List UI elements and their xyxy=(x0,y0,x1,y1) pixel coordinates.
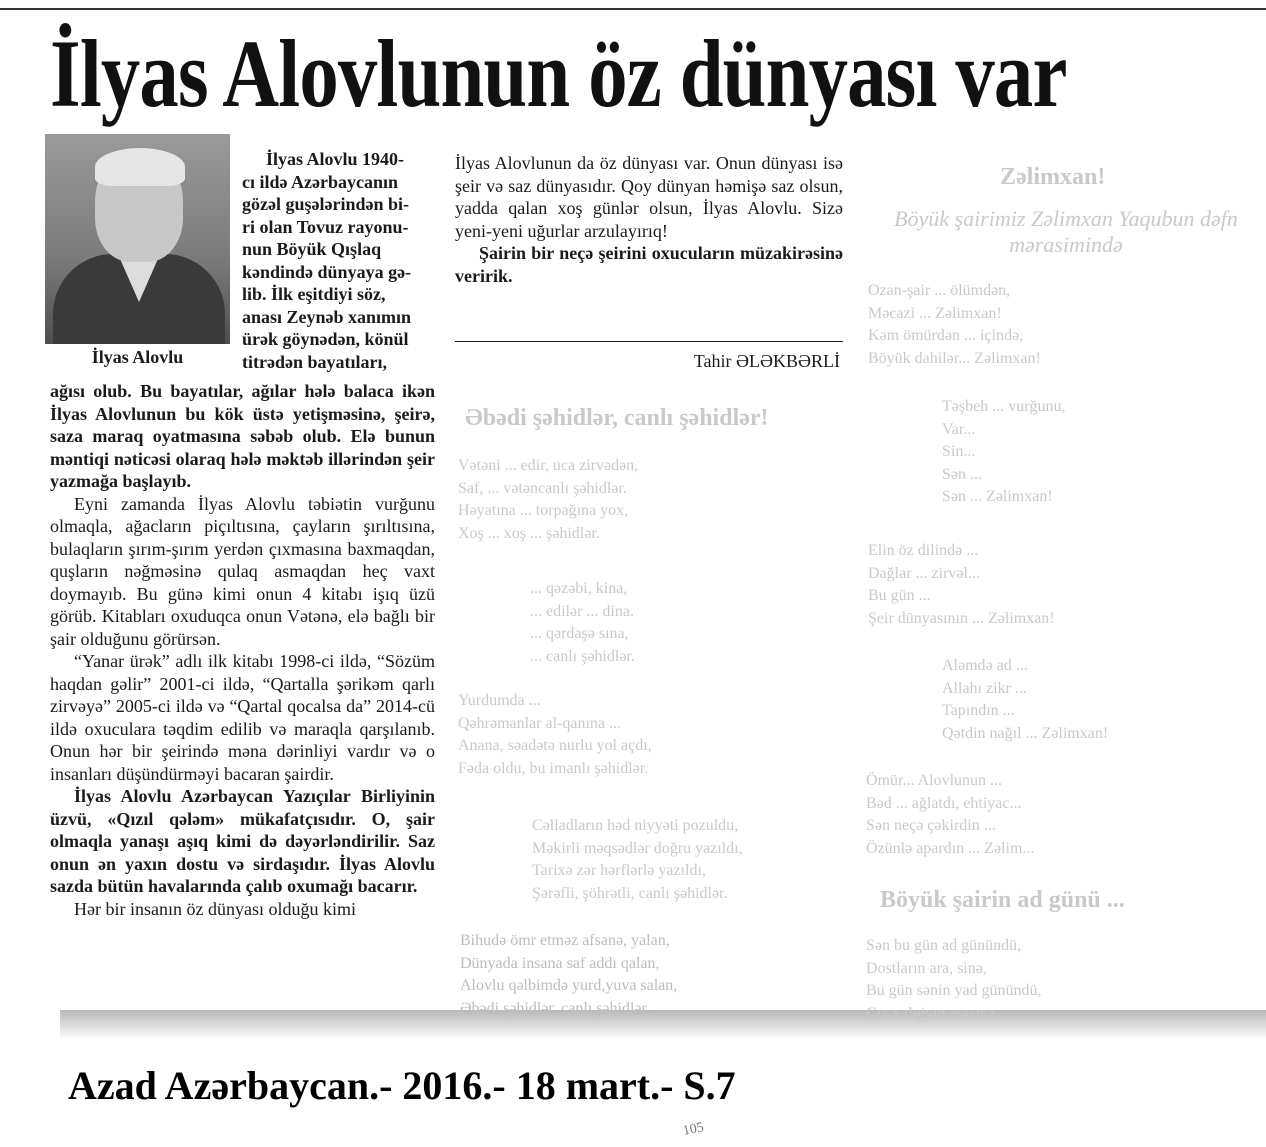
poem2-stanza xyxy=(868,280,1041,370)
article-intro-wrap xyxy=(242,148,432,373)
poem-line: Şərəfli, şöhrətli, canlı şəhidlər. xyxy=(532,884,728,902)
paragraph: Şairin bir neçə şeirini oxucuların müzakirəsinə veririk. xyxy=(455,243,843,286)
wrap-line: anası Zeynəb xanımın xyxy=(242,306,412,327)
photo-caption: İlyas Alovlu xyxy=(91,347,184,367)
poem-line: Ozan-şair ... ölümdən, xyxy=(868,282,1011,299)
poem-line: Təşbeh ... vurğunu, xyxy=(942,398,1066,415)
wrap-line: cı ildə Azərbaycanın xyxy=(242,171,398,192)
poem-line: Anana, səadətə nurlu yol açdı, xyxy=(458,737,652,754)
poem1-stanza xyxy=(458,455,638,545)
poem-line: Məkirli məqsədlər doğru yazıldı, xyxy=(532,839,743,857)
poem1-stanza xyxy=(532,815,743,905)
author-signature: Tahir ƏLƏKBƏRLİ xyxy=(693,351,840,371)
poem2-stanza xyxy=(868,540,1055,630)
poem2-stanza xyxy=(942,655,1108,745)
poem2-stanza xyxy=(942,396,1066,509)
poem2-stanza xyxy=(866,770,1034,860)
paragraph: “Yanar ürək” adlı ilk kitabı 1998-ci ildə, “Sözüm haqdan gəlir” 2001-ci ildə, “Qartalla şərikəm qarlı zirvəyə” 2005-ci ildə və “Qartal qocalsa da” 2014-cü ildə oxuculara təqdim edilib və maraqla qarşılanıb. Onun hər bir şeirində məna dərinliyi vardır və o insanları düşündürməyi bacaran şairdir. xyxy=(50,651,435,784)
poem-line: Xoş ... xoş ... şəhidlər. xyxy=(458,524,600,542)
poem3-title: Böyük şairin ad günü ... xyxy=(880,887,1125,913)
poem-line: Özünlə apardın ... Zəlim... xyxy=(866,839,1035,857)
wrap-line: ürək göynədən, könül xyxy=(242,329,409,349)
poem2-subtitle: Böyük şairimiz Zəlimxan Yaqubun dəfn mərasimində xyxy=(894,206,1238,257)
article-column-1 xyxy=(50,380,435,920)
poem-line: Qəhrəmanlar al-qanına ... xyxy=(458,714,622,732)
poem-line: Saf, ... vətəncanlı şəhidlər. xyxy=(458,479,627,497)
poem1-stanza xyxy=(460,930,677,1020)
poem-line: Dağlar ... zirvəl... xyxy=(868,564,980,582)
source-citation: Azad Azərbaycan.- 2016.- 18 mart.- S.7 xyxy=(68,1063,736,1108)
poem-line: Sən bu gün ad günündü, xyxy=(866,937,1022,954)
poem-line: Çıx xalqiyın arasına. xyxy=(866,1004,999,1022)
poem-line: Ömür... Alovlunun ... xyxy=(866,772,1003,789)
poem-line: Sin... xyxy=(942,443,976,460)
poem2-stanza xyxy=(866,935,1042,1025)
paragraph: Hər bir insanın öz dünyası olduğu kimi xyxy=(74,898,356,919)
poem-line: Allahı zikr ... xyxy=(942,679,1027,697)
poem-line: Sən ... Zəlimxan! xyxy=(942,488,1053,505)
poem-line: Bəd ... ağlatdı, ehtiyac... xyxy=(866,794,1022,812)
wrap-line: nun Böyük Qışlaq xyxy=(242,239,382,259)
paragraph: Eyni zamanda İlyas Alovlu təbiətin vurğunu olmaqla, ağacların piçıltısına, çayların şırıltısına, bulaqların şırım-şırım yerdən çıxmasına baxmaqdan, quşların nəğməsinə qulaq asmaqdan heç vaxt doymayıb. Bu günə kimi onun 4 kitabı işıq üzü görüb. Kitabları oxuduqca onun Vətənə, elə bağlı bir şair olduğunu görürsən. xyxy=(50,493,435,649)
poem-line: Bu gün sənin yad günündü, xyxy=(866,982,1042,999)
poem1-title: Əbədi şəhidlər, canlı şəhidlər! xyxy=(465,405,769,431)
poem-line: Elin öz dilində ... xyxy=(868,542,979,559)
poem-line: Vətəni ... edir, uca zirvədən, xyxy=(458,457,639,474)
article-column-2 xyxy=(455,152,843,287)
poem-line: Cəlladların həd niyyəti pozuldu, xyxy=(532,817,739,834)
poem-line: Dünyada insana saf addı qalan, xyxy=(460,954,660,972)
poem2-title: Zəlimxan! xyxy=(1000,164,1106,190)
poem-line: Əbədi şəhidlər, canlı şəhidlər. xyxy=(460,999,650,1017)
wrap-line: ri olan Tovuz rayonu- xyxy=(242,216,409,237)
poem-line: Fəda oldu, bu imanlı şəhidlər. xyxy=(458,759,649,777)
poem-line: ... qəzəbi, kina, xyxy=(530,580,628,597)
poem-line: ... edilər ... dina. xyxy=(530,602,634,620)
poem1-stanza xyxy=(530,578,635,668)
paragraph: ağısı olub. Bu bayatılar, ağılar hələ balaca ikən İlyas Alovlunun bu kök üstə yetişməsinə, şeirə, saza maraq oyatmasına səbəb olub. Elə bunun məntiqi nəticəsi olaraq hələ məktəb illərindən şeir yazmağa başlayıb. xyxy=(50,381,435,491)
poem-line: Tarixə zər hərflərlə yazıldı, xyxy=(532,862,706,879)
poem-line: Var... xyxy=(942,420,976,438)
poem-line: Alovlu qəlbimdə yurd,yuva salan, xyxy=(460,977,678,994)
wrap-line: gözəl guşələrindən bi- xyxy=(242,194,409,214)
poem1-stanza xyxy=(458,690,652,780)
poem-line: Tapındın ... xyxy=(942,702,1015,719)
paragraph: İlyas Alovlu Azərbaycan Yazıçılar Birliyinin üzvü, «Qızıl qələm» mükafatçısıdır. O, şair olmaqla yanaşı aşıq kimi də dəyərləndirilir. Saz onun ən yaxın dostu və sirdaşıdır. İlyas Alovlu sazda bütün havalarında çalıb oxumağı bacarır. xyxy=(50,786,435,896)
poem-line: Qətdin nağıl ... Zəlimxan! xyxy=(942,724,1109,742)
poem-line: Aləmdə ad ... xyxy=(942,657,1028,674)
poem-line: Şeir dünyasının ... Zəlimxan! xyxy=(868,609,1055,627)
wrap-line: İlyas Alovlu 1940- xyxy=(266,149,405,169)
poem-line: Kəm ömürdən ... içində, xyxy=(868,327,1024,344)
top-rule xyxy=(0,8,1266,10)
headline: İlyas Alovlunun öz dünyası var xyxy=(50,20,1067,127)
poem-line: Bihudə ömr etməz afsanə, yalan, xyxy=(460,932,670,949)
poem-line: Böyük dahilər... Zəlimxan! xyxy=(868,349,1041,367)
poem-line: Həyatına ... torpağına yox, xyxy=(458,502,629,519)
poem-line: Məcazi ... Zəlimxan! xyxy=(868,304,1002,322)
wrap-line: titrədən bayatıları, xyxy=(242,351,387,372)
paragraph: İlyas Alovlunun da öz dünyası var. Onun dünyası isə şeir və saz dünyasıdır. Qoy dünyan həmişə saz olsun, yadda qalan xoş günlər olsun, İlyas Alovlu. Sizə yeni-yeni uğurlar arzulayırıq! xyxy=(455,153,843,241)
poem-line: Bu gün ... xyxy=(868,587,931,604)
page-number: 105 xyxy=(681,1119,706,1140)
poem-line: Sən ... xyxy=(942,465,982,483)
poem-line: ... canlı şəhidlər. xyxy=(530,647,635,665)
wrap-line: lib. İlk eşitdiyi söz, xyxy=(242,284,386,304)
poem-line: Sən neçə çəkirdin ... xyxy=(866,817,996,834)
signature-rule xyxy=(455,341,843,342)
poem-line: ... qərdaşə sına, xyxy=(530,625,629,642)
wrap-line: kəndində dünyaya gə- xyxy=(242,261,412,282)
poem-line: Yurdumda ... xyxy=(458,692,541,709)
poem-line: Dostların ara, sinə, xyxy=(866,959,987,977)
author-photo xyxy=(45,134,230,344)
